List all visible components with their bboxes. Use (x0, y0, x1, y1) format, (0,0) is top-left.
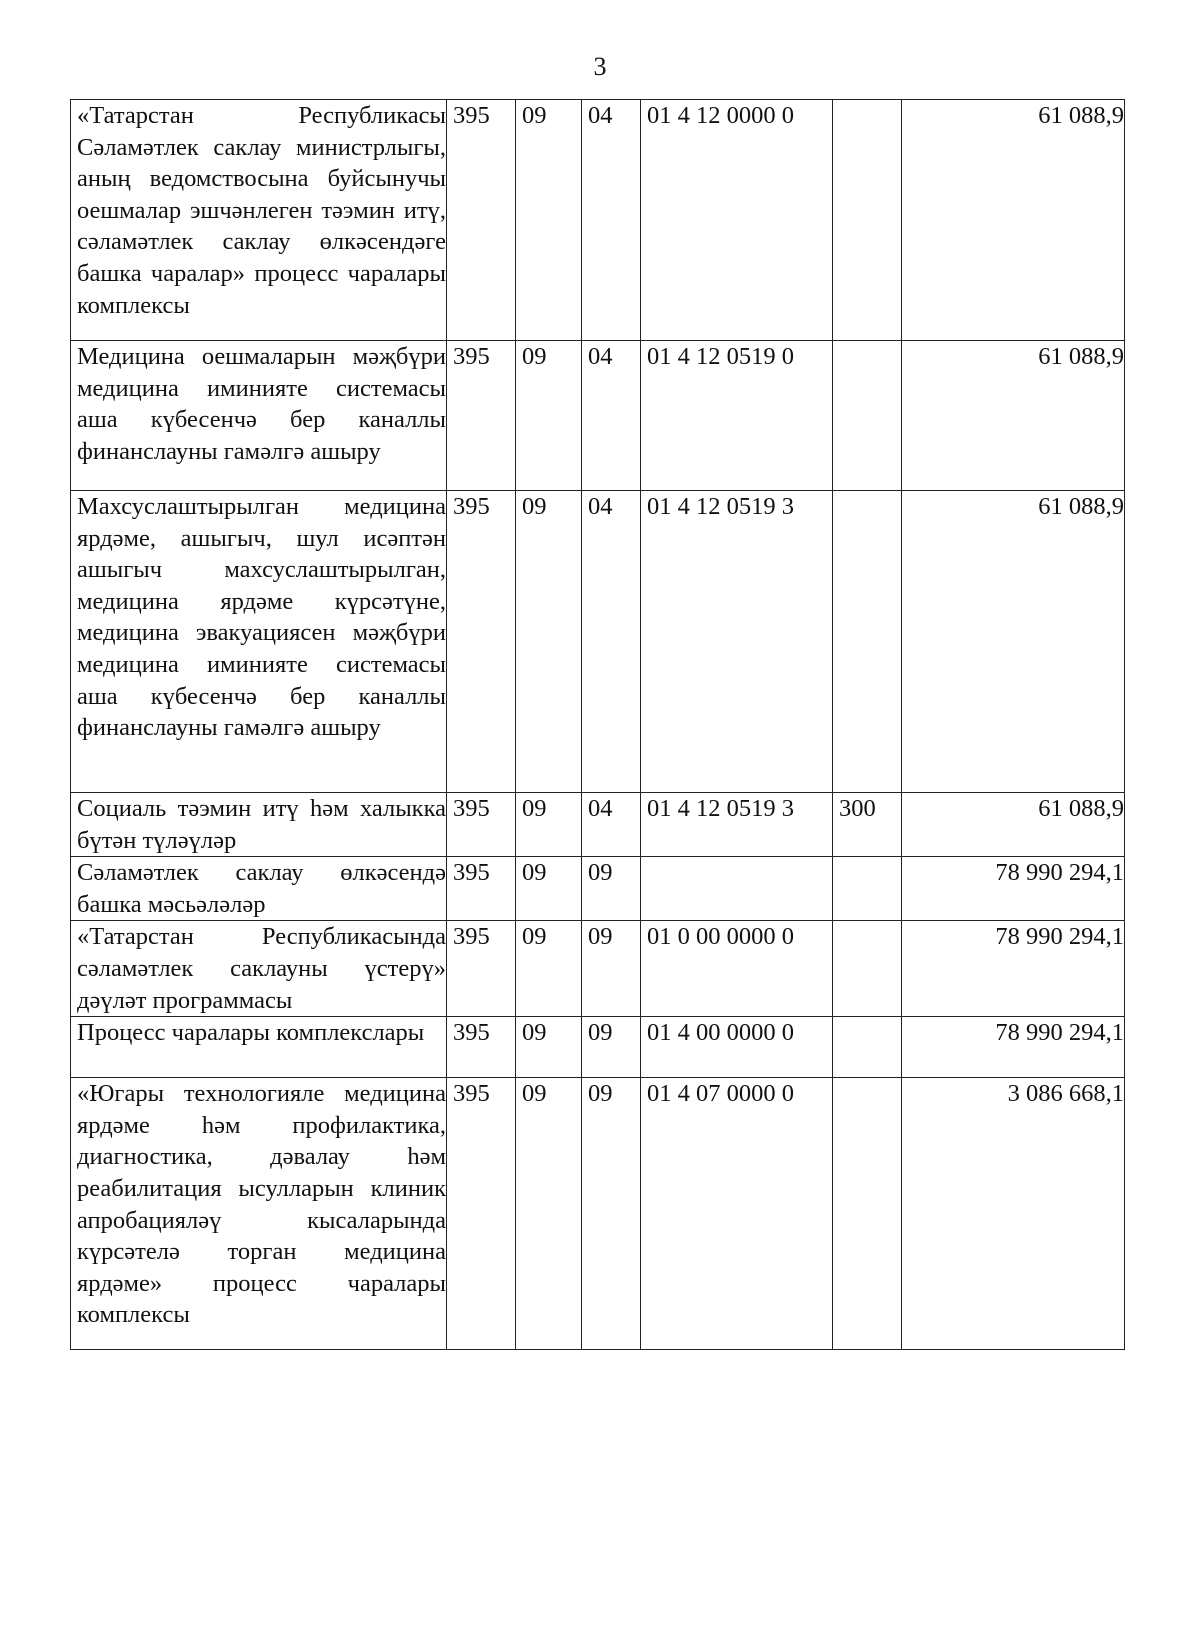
expense-type-cell (833, 491, 902, 793)
target-code-cell: 01 0 00 0000 0 (641, 921, 833, 1017)
expense-type-cell (833, 857, 902, 921)
section-code-cell: 09 (516, 491, 582, 793)
ministry-code-cell: 395 (447, 793, 516, 857)
ministry-code-cell: 395 (447, 100, 516, 341)
target-code-cell (641, 857, 833, 921)
ministry-code-cell: 395 (447, 341, 516, 491)
row-name-cell: «Югары технологияле медицина ярдәме һәм профилактика, диагностика, дәвалау һәм реабилитация ысулларын клиник апробацияләү кысаларында күрсәтелә торган медицина ярдәме» процесс чаралары комплексы (71, 1078, 447, 1350)
subsection-code-cell: 09 (582, 1017, 641, 1078)
subsection-code-cell: 09 (582, 921, 641, 1017)
section-code-cell: 09 (516, 857, 582, 921)
budget-table (70, 99, 1125, 1350)
section-code-cell: 09 (516, 793, 582, 857)
amount-cell: 78 990 294,1 (902, 921, 1125, 1017)
section-code-cell: 09 (516, 921, 582, 1017)
amount-cell: 61 088,9 (902, 793, 1125, 857)
table-row (71, 491, 1125, 793)
target-code-cell: 01 4 12 0519 3 (641, 793, 833, 857)
ministry-code-cell: 395 (447, 857, 516, 921)
section-code-cell: 09 (516, 100, 582, 341)
table-row (71, 857, 1125, 921)
amount-cell: 78 990 294,1 (902, 1017, 1125, 1078)
section-code-cell: 09 (516, 1017, 582, 1078)
table-row (71, 100, 1125, 341)
row-name-cell: «Татарстан Республикасында сәламәтлек саклауны үстерү» дәүләт программасы (71, 921, 447, 1017)
table-row (71, 1017, 1125, 1078)
budget-table-body (71, 100, 1125, 1350)
target-code-cell: 01 4 07 0000 0 (641, 1078, 833, 1350)
expense-type-cell (833, 921, 902, 1017)
row-name-cell: Медицина оешмаларын мәҗбүри медицина иминияте системасы аша күбесенчә бер каналлы финанслауны гамәлгә ашыру (71, 341, 447, 491)
amount-cell: 3 086 668,1 (902, 1078, 1125, 1350)
section-code-cell: 09 (516, 1078, 582, 1350)
table-row (71, 341, 1125, 491)
expense-type-cell (833, 100, 902, 341)
amount-cell: 61 088,9 (902, 341, 1125, 491)
amount-cell: 61 088,9 (902, 100, 1125, 341)
table-row (71, 921, 1125, 1017)
target-code-cell: 01 4 12 0519 0 (641, 341, 833, 491)
target-code-cell: 01 4 00 0000 0 (641, 1017, 833, 1078)
expense-type-cell (833, 341, 902, 491)
ministry-code-cell: 395 (447, 1078, 516, 1350)
expense-type-cell (833, 1078, 902, 1350)
subsection-code-cell: 04 (582, 100, 641, 341)
subsection-code-cell: 04 (582, 341, 641, 491)
subsection-code-cell: 04 (582, 491, 641, 793)
row-name-cell: «Татарстан Республикасы Сәламәтлек саклау министрлыгы, аның ведомствосына буйсынучы оешмалар эшчәнлеген тәэмин итү, сәламәтлек саклау өлкәсендәге башка чаралар» процесс чаралары комплексы (71, 100, 447, 341)
row-name-cell: Социаль тәэмин итү һәм халыкка бүтән түләүләр (71, 793, 447, 857)
amount-cell: 78 990 294,1 (902, 857, 1125, 921)
row-name-cell: Сәламәтлек саклау өлкәсендә башка мәсьәләләр (71, 857, 447, 921)
table-row (71, 793, 1125, 857)
subsection-code-cell: 04 (582, 793, 641, 857)
page-number: 3 (593, 52, 607, 81)
table-row (71, 1078, 1125, 1350)
ministry-code-cell: 395 (447, 921, 516, 1017)
subsection-code-cell: 09 (582, 857, 641, 921)
expense-type-cell: 300 (833, 793, 902, 857)
section-code-cell: 09 (516, 341, 582, 491)
expense-type-cell (833, 1017, 902, 1078)
subsection-code-cell: 09 (582, 1078, 641, 1350)
ministry-code-cell: 395 (447, 491, 516, 793)
row-name-cell: Процесс чаралары комплекслары (71, 1017, 447, 1078)
target-code-cell: 01 4 12 0519 3 (641, 491, 833, 793)
ministry-code-cell: 395 (447, 1017, 516, 1078)
target-code-cell: 01 4 12 0000 0 (641, 100, 833, 341)
row-name-cell: Махсуслаштырылган медицина ярдәме, ашыгыч, шул исәптән ашыгыч махсуслаштырылган, медицина ярдәме күрсәтүне, медицина эвакуациясен мәҗбүри медицина иминияте системасы аша күбесенчә бер каналлы финанслауны гамәлгә ашыру (71, 491, 447, 793)
amount-cell: 61 088,9 (902, 491, 1125, 793)
